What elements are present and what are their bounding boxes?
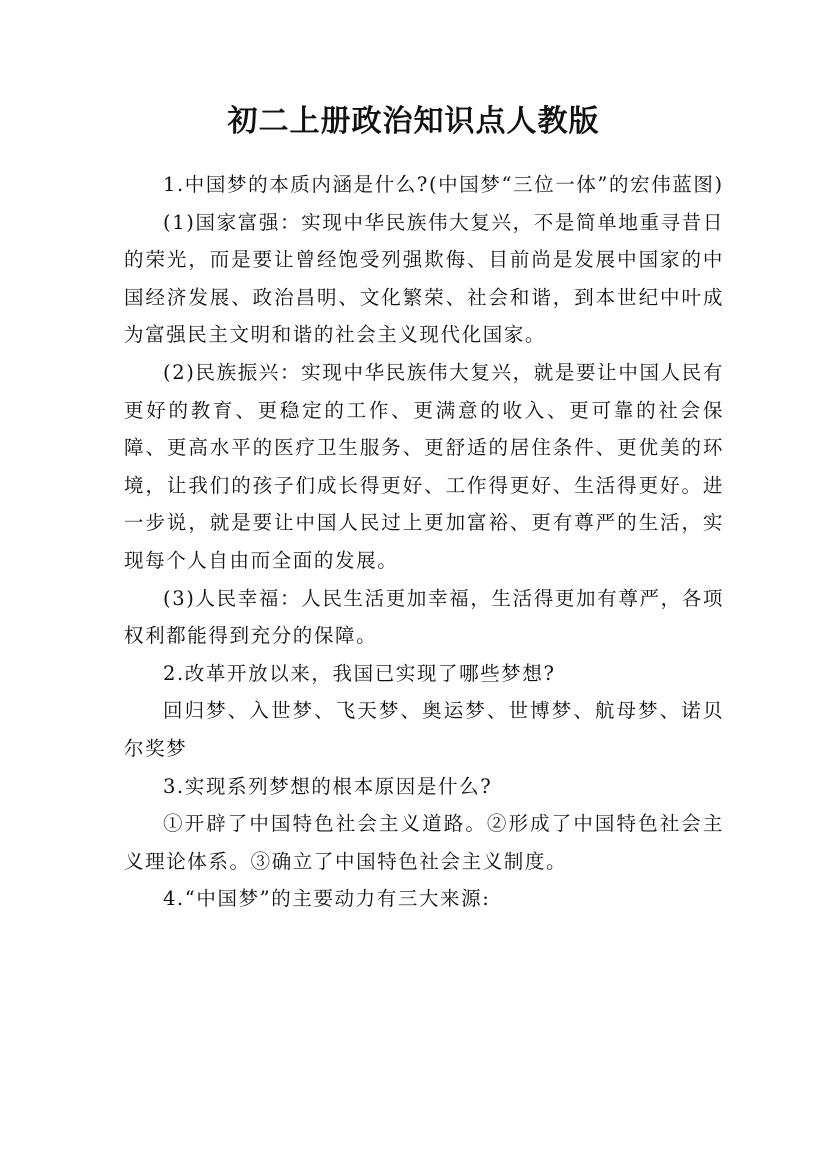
paragraph-q3: 3.实现系列梦想的根本原因是什么? [163,774,493,798]
document-title: 初二上册政治知识点人教版 [227,104,600,139]
paragraph-q1-point2: (2)民族振兴：实现中华民族伟大复兴，就是要让中国人民有更好的教育、更稳定的工作、更满意的收入、更可靠的社会保障、更高水平的医疗卫生服务、更舒适的居住条件、更优美的环境，让我们的孩子们成长得更好、工作得更好、生活得更好。进一步说，就是要让中国人民过上更加富裕、更有尊严的生活，实现每个人自由而全面的发展。 [124,360,724,572]
paragraph-q3-answer: ①开辟了中国特色社会主义道路。②形成了中国特色社会主义理论体系。③确立了中国特色社会主义制度。 [124,812,724,873]
document-body [124,166,724,918]
paragraph-q2: 2.改革开放以来，我国已实现了哪些梦想? [163,661,556,685]
paragraph-q4: 4.“中国梦”的主要动力有三大来源: [163,887,491,911]
paragraph-q1-point3: (3)人民幸福：人民生活更加幸福，生活得更加有尊严，各项权利都能得到充分的保障。 [124,586,724,648]
paragraph-q1: 1.中国梦的本质内涵是什么?(中国梦“三位一体”的宏伟蓝图) [163,173,724,196]
paragraph-q2-answer: 回归梦、入世梦、飞天梦、奥运梦、世博梦、航母梦、诺贝尔奖梦 [124,699,724,760]
paragraph-q1-point1: (1)国家富强：实现中华民族伟大复兴，不是简单地重寻昔日的荣光，而是要让曾经饱受列强欺侮、目前尚是发展中国家的中国经济发展、政治昌明、文化繁荣、社会和谐，到本世纪中叶成为富强民主文明和谐的社会主义现代化国家。 [124,210,724,347]
